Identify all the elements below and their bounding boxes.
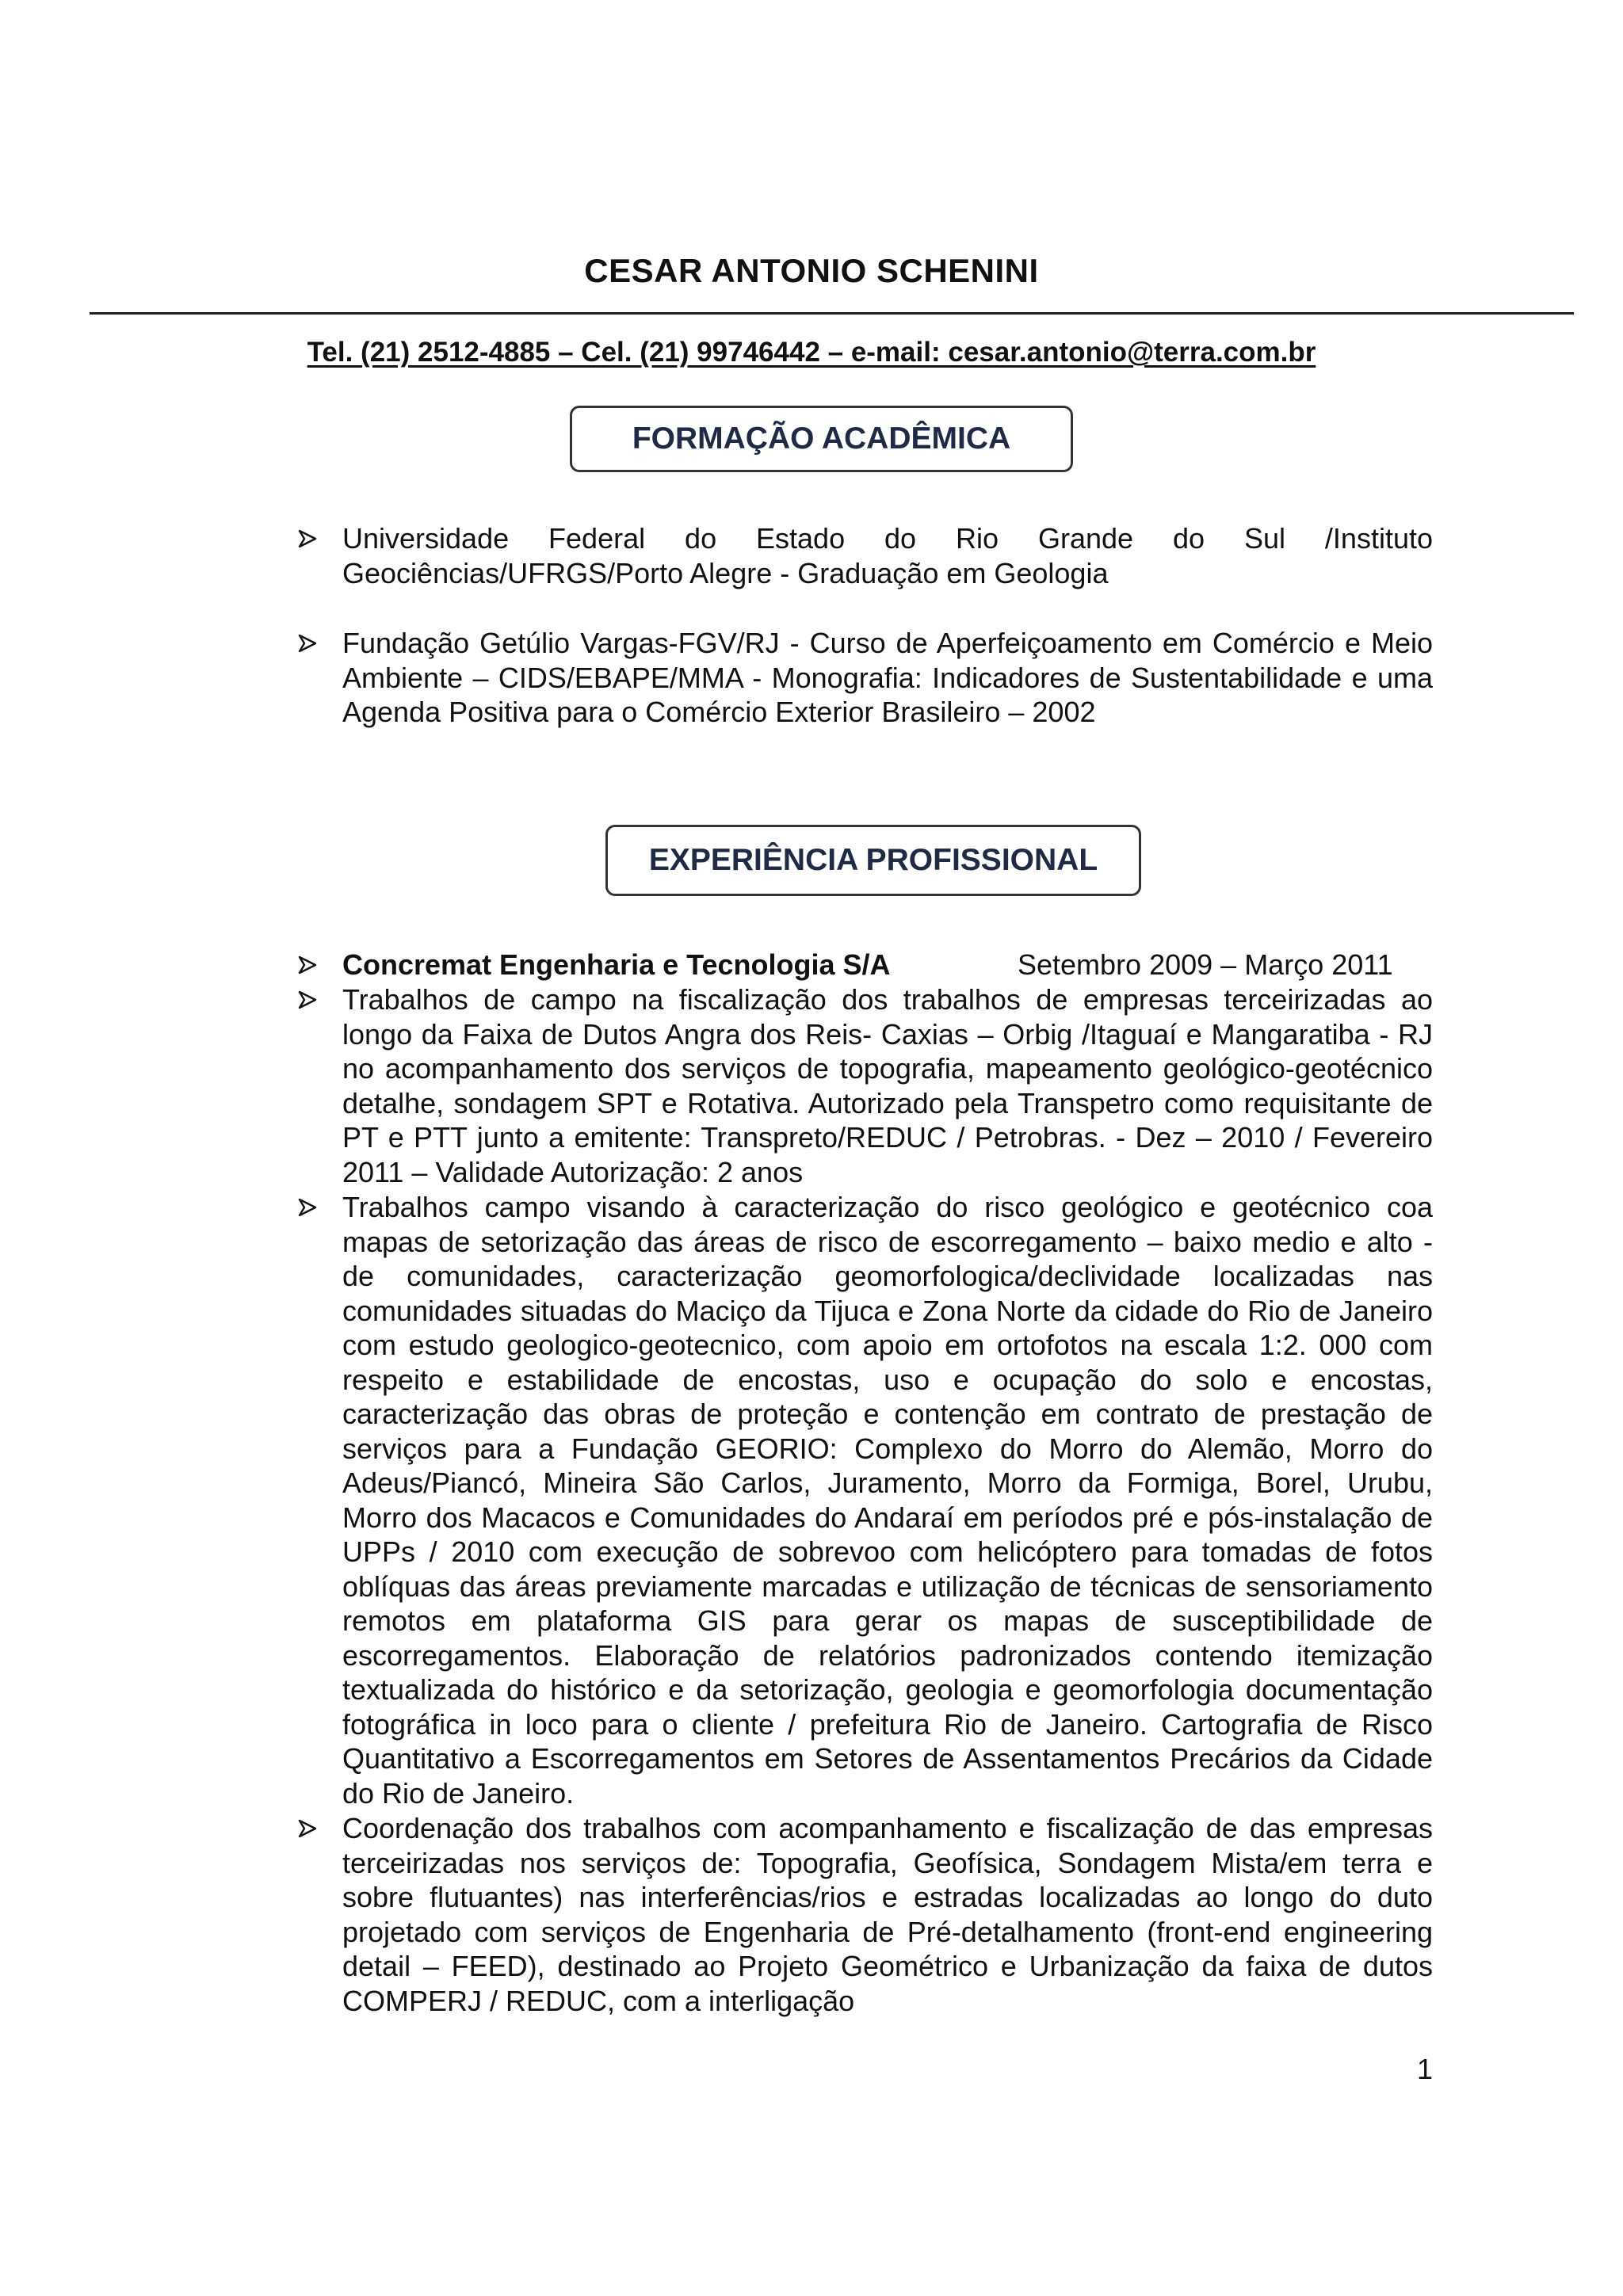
arrow-bullet-icon [292, 1811, 323, 1845]
candidate-name: CESAR ANTONIO SCHENINI [584, 252, 1039, 289]
experience-item [342, 1190, 1433, 1810]
experience-section-label: EXPERIÊNCIA PROFISSIONAL [648, 843, 1098, 877]
education-text: Fundação Getúlio Vargas-FGV/RJ - Curso de Aperfeiçoamento em Comércio e Meio Ambiente – CIDS/EBAPE/MMA - Monografia: Indicadores de Sustentabilidade e uma Agenda Positiva para o Comércio Exterior Brasileiro – 2002 [342, 627, 1433, 728]
education-section-label: FORMAÇÃO ACADÊMICA [632, 421, 1011, 456]
experience-text: Trabalhos campo visando à caracterização do risco geológico e geotécnico coa mapas de setorização das áreas de risco de escorregamento – baixo medio e alto - de comunidades, caracterização geomorfologica/declividade localizadas nas comunidades situadas do Maciço da Tijuca e Zona Norte da cidade do Rio de Janeiro com estudo geologico-geotecnico, com apoio em ortofotos na escala 1:2. 000 com respeito e estabilidade de encostas, uso e ocupação do solo e encostas, caracterização das obras de proteção e contenção em contrato de prestação de serviços para a Fundação GEORIO: Complexo do Morro do Alemão, Morro do Adeus/Piancó, Mineira São Carlos, Juramento, Morro da Formiga, Borel, Urubu, Morro dos Macacos e Comunidades do Andaraí em períodos pré e pós-instalação de UPPs / 2010 com execução de sobrevoo com helicóptero para tomadas de fotos oblíquas das áreas previamente marcadas e utilização de técnicas de sensoriamento remotos em plataforma GIS para gerar os mapas de susceptibilidade de escorregamentos. Elaboração de relatórios padronizados contendo itemização textualizada do histórico e da setorização, geologia e geomorfologia documentação fotográfica in loco para o cliente / prefeitura Rio de Janeiro. Cartografia de Risco Quantitativo a Escorregamentos em Setores de Assentamentos Precários da Cidade do Rio de Janeiro. [342, 1191, 1433, 1810]
education-item [342, 626, 1433, 730]
job-header [342, 948, 1433, 982]
experience-text: Trabalhos de campo na fiscalização dos trabalhos de empresas terceirizadas ao longo da Faixa de Dutos Angra dos Reis- Caxias – Orbig /Itaguaí e Mangaratiba - RJ no acompanhamento dos serviços de topografia, mapeamento geológico-geotécnico detalhe, sondagem SPT e Rotativa. Autorizado pela Transpetro como requisitante de PT e PTT junto a emitente: Transpreto/REDUC / Petrobras. - Dez – 2010 / Fevereiro 2011 – Validade Autorização: 2 anos [342, 983, 1433, 1188]
arrow-bullet-icon [292, 948, 323, 982]
arrow-bullet-icon [292, 626, 323, 660]
education-text: Universidade Federal do Estado do Rio Grande do Sul /Instituto Geociências/UFRGS/Porto Alegre - Graduação em Geologia [342, 522, 1433, 589]
experience-item [342, 1811, 1433, 2018]
experience-text: Coordenação dos trabalhos com acompanhamento e fiscalização de das empresas terceirizadas nos serviços de: Topografia, Geofísica, Sondagem Mista/em terra e sobre flutuantes) nas interferências/rios e estradas localizadas ao longo do duto projetado com serviços de Engenharia de Pré-detalhamento (front-end engineering detail – FEED), destinado ao Projeto Geométrico e Urbanização da faixa de dutos COMPERJ / REDUC, com a interligação [342, 1812, 1433, 2017]
arrow-bullet-icon [292, 1190, 323, 1224]
header-divider [90, 312, 1574, 315]
contact-line[interactable]: Tel. (21) 2512-4885 – Cel. (21) 99746442 – e-mail: cesar.antonio@terra.com.br [307, 337, 1316, 368]
arrow-bullet-icon [292, 521, 323, 555]
company-name: Concremat Engenharia e Tecnologia S/A [342, 948, 891, 981]
job-period: Setembro 2009 – Março 2011 [1018, 948, 1393, 981]
education-section-title [570, 406, 1073, 472]
arrow-bullet-icon [292, 982, 323, 1016]
experience-item [342, 982, 1433, 1189]
experience-section-title [605, 825, 1141, 896]
education-item [342, 521, 1433, 590]
page-number: 1 [1416, 2053, 1433, 2085]
